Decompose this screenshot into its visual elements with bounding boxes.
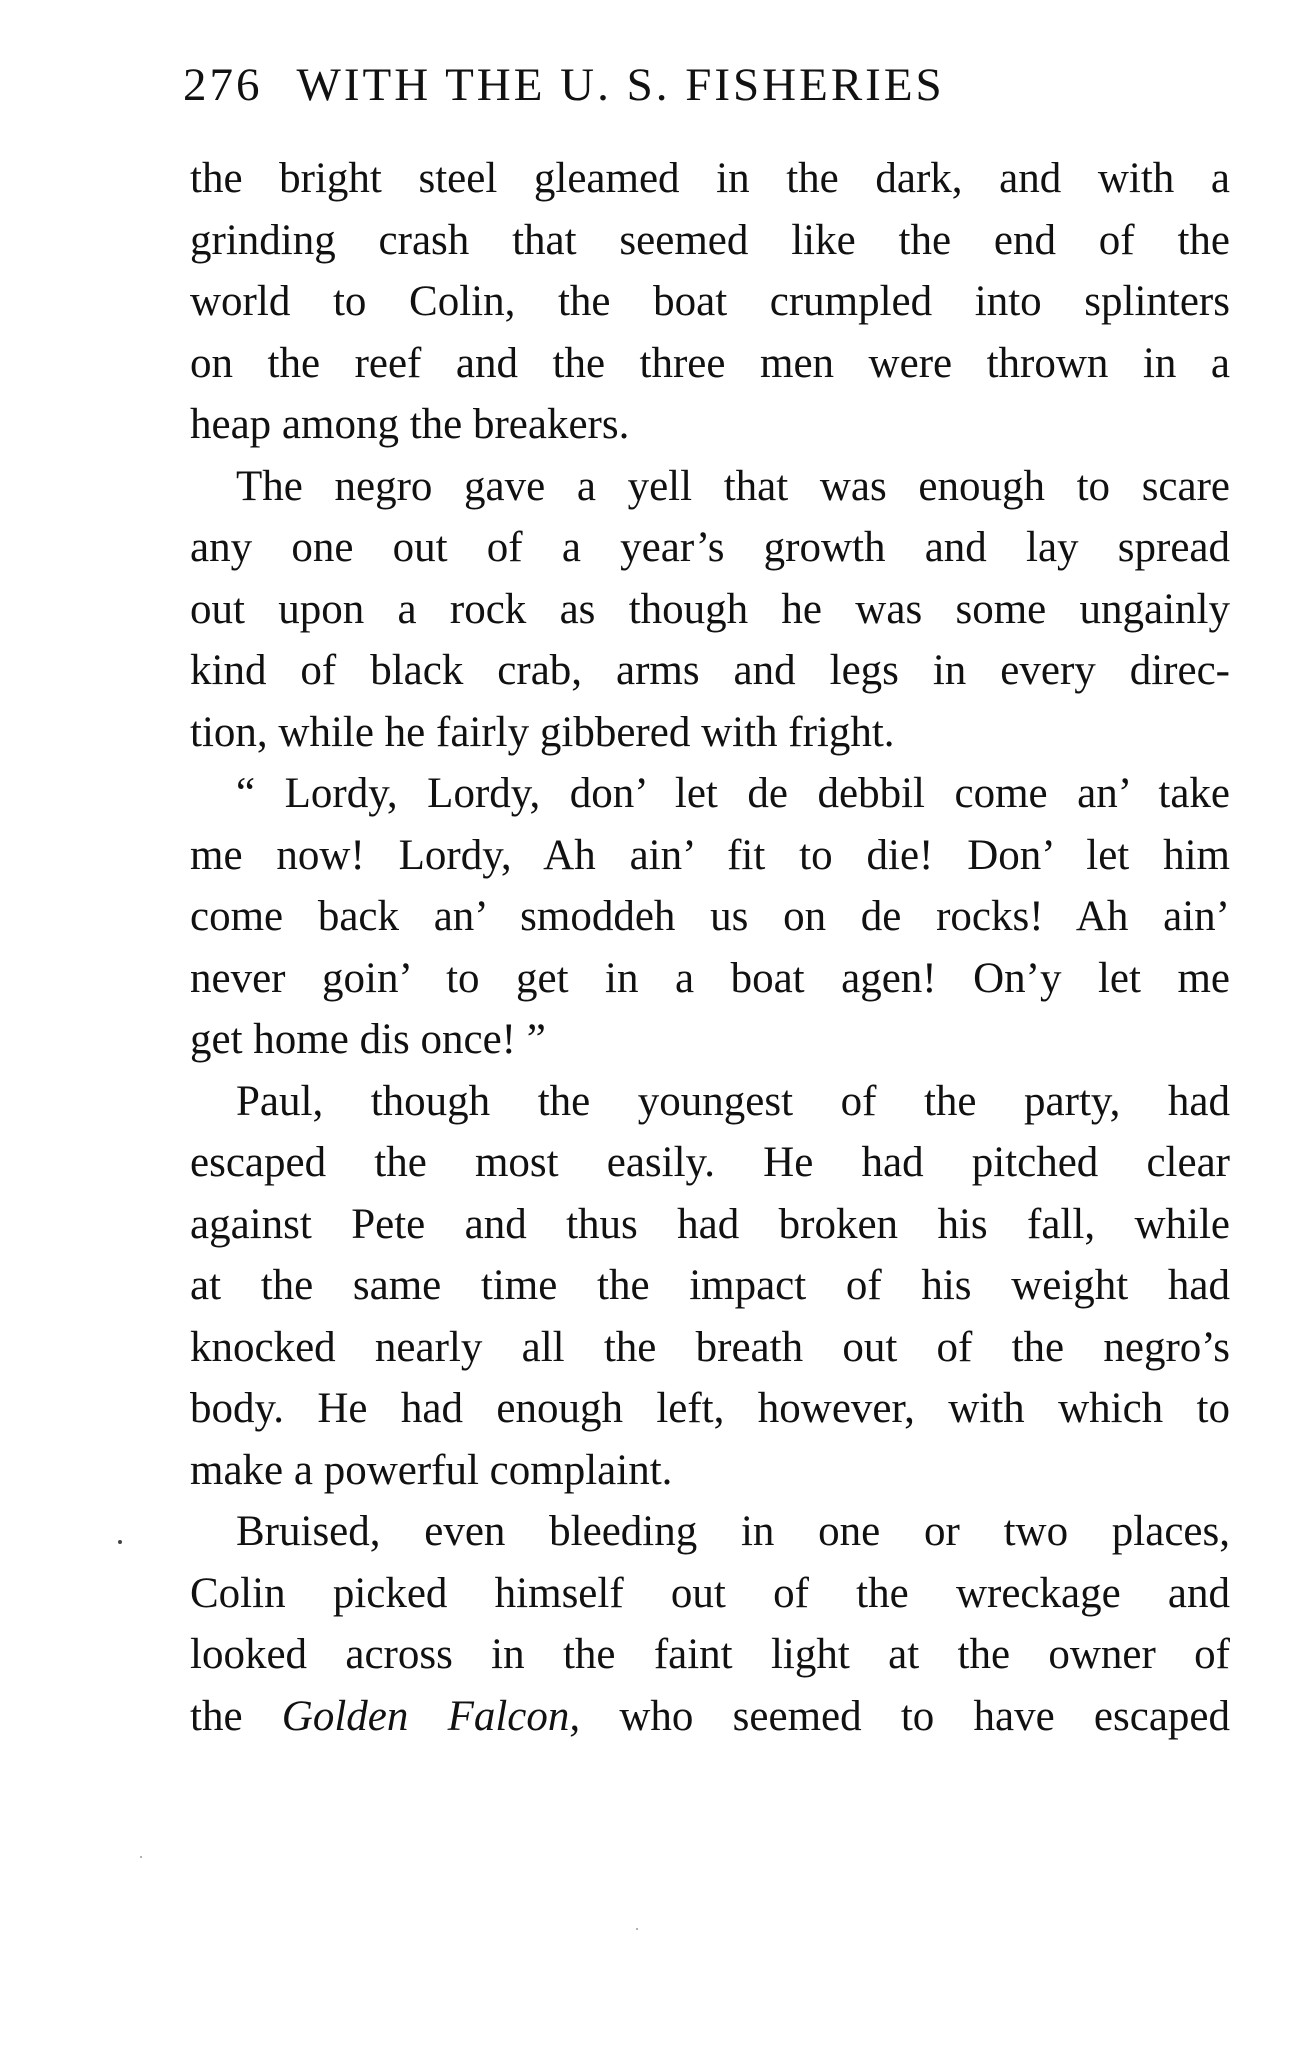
text-line: me now! Lordy, Ah ain’ fit to die! Don’ let him bbox=[190, 831, 1230, 879]
paragraph-start-line: Bruised, even bleeding in one or two places, bbox=[236, 1508, 1230, 1555]
text-line: escaped the most easily. He had pitched clear bbox=[190, 1139, 1230, 1186]
text-line: body. He had enough left, however, with which to bbox=[190, 1385, 1230, 1432]
text-line-final bbox=[190, 1686, 1230, 1748]
text-line: get home dis once! ” bbox=[190, 1016, 546, 1063]
ship-name-italic: Golden Falcon, bbox=[281, 1692, 581, 1740]
running-head bbox=[183, 58, 1233, 128]
text-line: knocked nearly all the breath out of the negro’s bbox=[190, 1323, 1230, 1371]
text-line: make a powerful complaint. bbox=[190, 1446, 673, 1494]
text-line: at the same time the impact of his weight had bbox=[190, 1262, 1230, 1309]
page-number: 276 bbox=[183, 59, 263, 111]
text-line: the bright steel gleamed in the dark, and with a bbox=[190, 155, 1230, 202]
print-speck bbox=[118, 1540, 122, 1544]
text-line: heap among the breakers. bbox=[190, 401, 630, 448]
text-line: against Pete and thus had broken his fall, while bbox=[190, 1200, 1230, 1248]
text-line: looked across in the faint light at the owner of bbox=[190, 1631, 1230, 1678]
text-fragment: the bbox=[190, 1692, 282, 1740]
text-line: come back an’ smoddeh us on de rocks! Ah ain’ bbox=[190, 893, 1230, 940]
text-line: Colin picked himself out of the wreckage and bbox=[190, 1569, 1230, 1617]
paragraph-start-line: The negro gave a yell that was enough to scare bbox=[236, 462, 1230, 510]
paragraph-start-line: “ Lordy, Lordy, don’ let de debbil come an’ take bbox=[236, 770, 1230, 817]
text-fragment: who seemed to have escaped bbox=[580, 1692, 1230, 1740]
text-line: out upon a rock as though he was some ungainly bbox=[190, 585, 1230, 633]
text-line: tion, while he fairly gibbered with fright. bbox=[190, 708, 895, 756]
body-text bbox=[190, 148, 1230, 1747]
text-line: world to Colin, the boat crumpled into splinters bbox=[190, 278, 1230, 325]
text-line: kind of black crab, arms and legs in every direc- bbox=[190, 647, 1230, 694]
print-speck bbox=[140, 1856, 142, 1858]
text-line: on the reef and the three men were thrown in a bbox=[190, 339, 1230, 387]
text-line: grinding crash that seemed like the end of the bbox=[190, 216, 1230, 264]
text-line: never goin’ to get in a boat agen! On’y let me bbox=[190, 954, 1230, 1002]
print-speck bbox=[636, 1928, 638, 1930]
paragraph-start-line: Paul, though the youngest of the party, had bbox=[236, 1077, 1230, 1125]
running-title: WITH THE U. S. FISHERIES bbox=[296, 59, 945, 111]
text-line: any one out of a year’s growth and lay spread bbox=[190, 524, 1230, 571]
